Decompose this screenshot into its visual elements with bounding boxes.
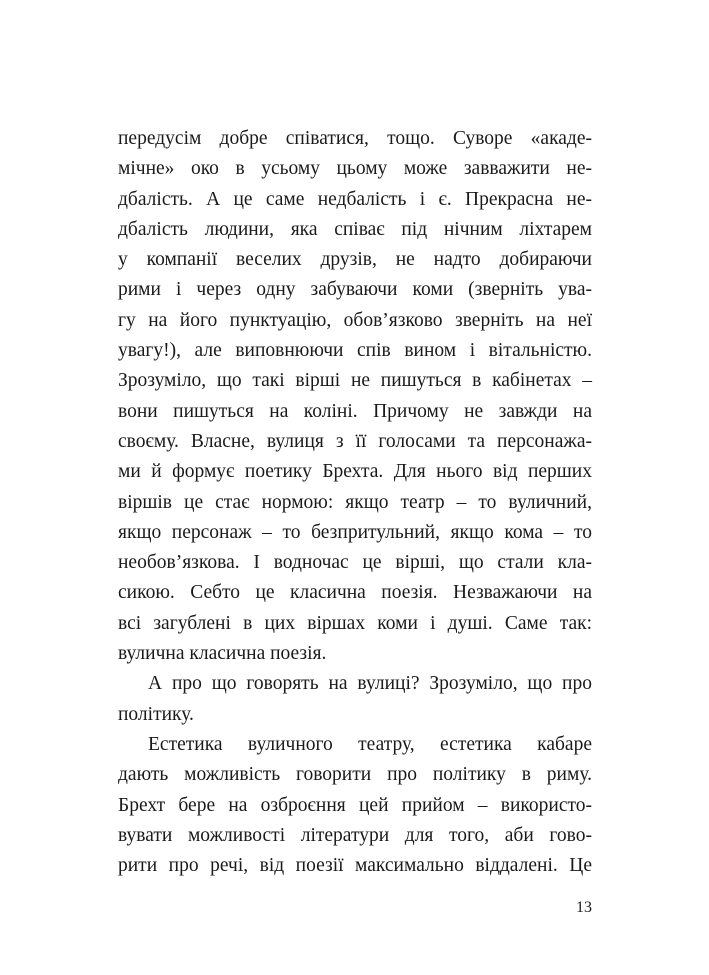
text-line: вони пишуться на коліні. Причому не завжди на (118, 400, 592, 422)
text-line: у компанії веселих друзів, не надто добираючи (118, 249, 592, 271)
text-line: дбалість людини, яка співає під нічним ліхтарем (118, 218, 592, 240)
text-line: гу на його пунктуацію, обов’язково зверніть на неї (118, 309, 592, 331)
text-line: А про що говорять на вулиці? Зрозуміло, що про (148, 673, 592, 695)
text-line: Зрозуміло, що такі вірші не пишуться в кабінетах – (118, 370, 592, 392)
text-line: передусім добре співатися, тощо. Суворе «акаде- (118, 128, 592, 149)
text-line: вулична класична поезія. (118, 643, 327, 665)
text-line: Брехт бере на озброєння цей прийом – використо- (118, 794, 592, 816)
body-text (118, 124, 592, 881)
text-line: рити про речі, від поезії максимально віддалені. Це (118, 855, 592, 877)
text-line: Естетика вуличного театру, естетика кабаре (148, 733, 592, 755)
text-line: вувати можливості літератури для того, аби гово- (118, 824, 592, 846)
text-line: мічне» око в усьому цьому може завважити не- (118, 158, 592, 180)
text-line: всі загублені в цих віршах коми і душі. Саме так: (118, 612, 592, 634)
page-number: 13 (576, 899, 592, 916)
text-line: своєму. Власне, вулиця з її голосами та персонажа- (118, 430, 592, 452)
text-line: увагу!), але виповнюючи спів вином і вітальністю. (118, 340, 592, 362)
text-line: дають можливість говорити про політику в риму. (118, 764, 592, 786)
text-line: необов’язкова. І водночас це вірші, що стали кла- (118, 552, 592, 574)
text-line: дбалість. А це саме недбалість і є. Прекрасна не- (118, 188, 592, 210)
text-line: політику. (118, 703, 194, 725)
text-line: рими і через одну забуваючи коми (зверніть ува- (118, 279, 592, 301)
text-line: сикою. Себто це класична поезія. Незважаючи на (118, 582, 592, 604)
text-line: якщо персонаж – то безпритульний, якщо кома – то (118, 521, 592, 543)
text-line: ми й формує поетику Брехта. Для нього від перших (118, 461, 592, 483)
text-line: віршів це стає нормою: якщо театр – то вуличний, (118, 491, 592, 513)
